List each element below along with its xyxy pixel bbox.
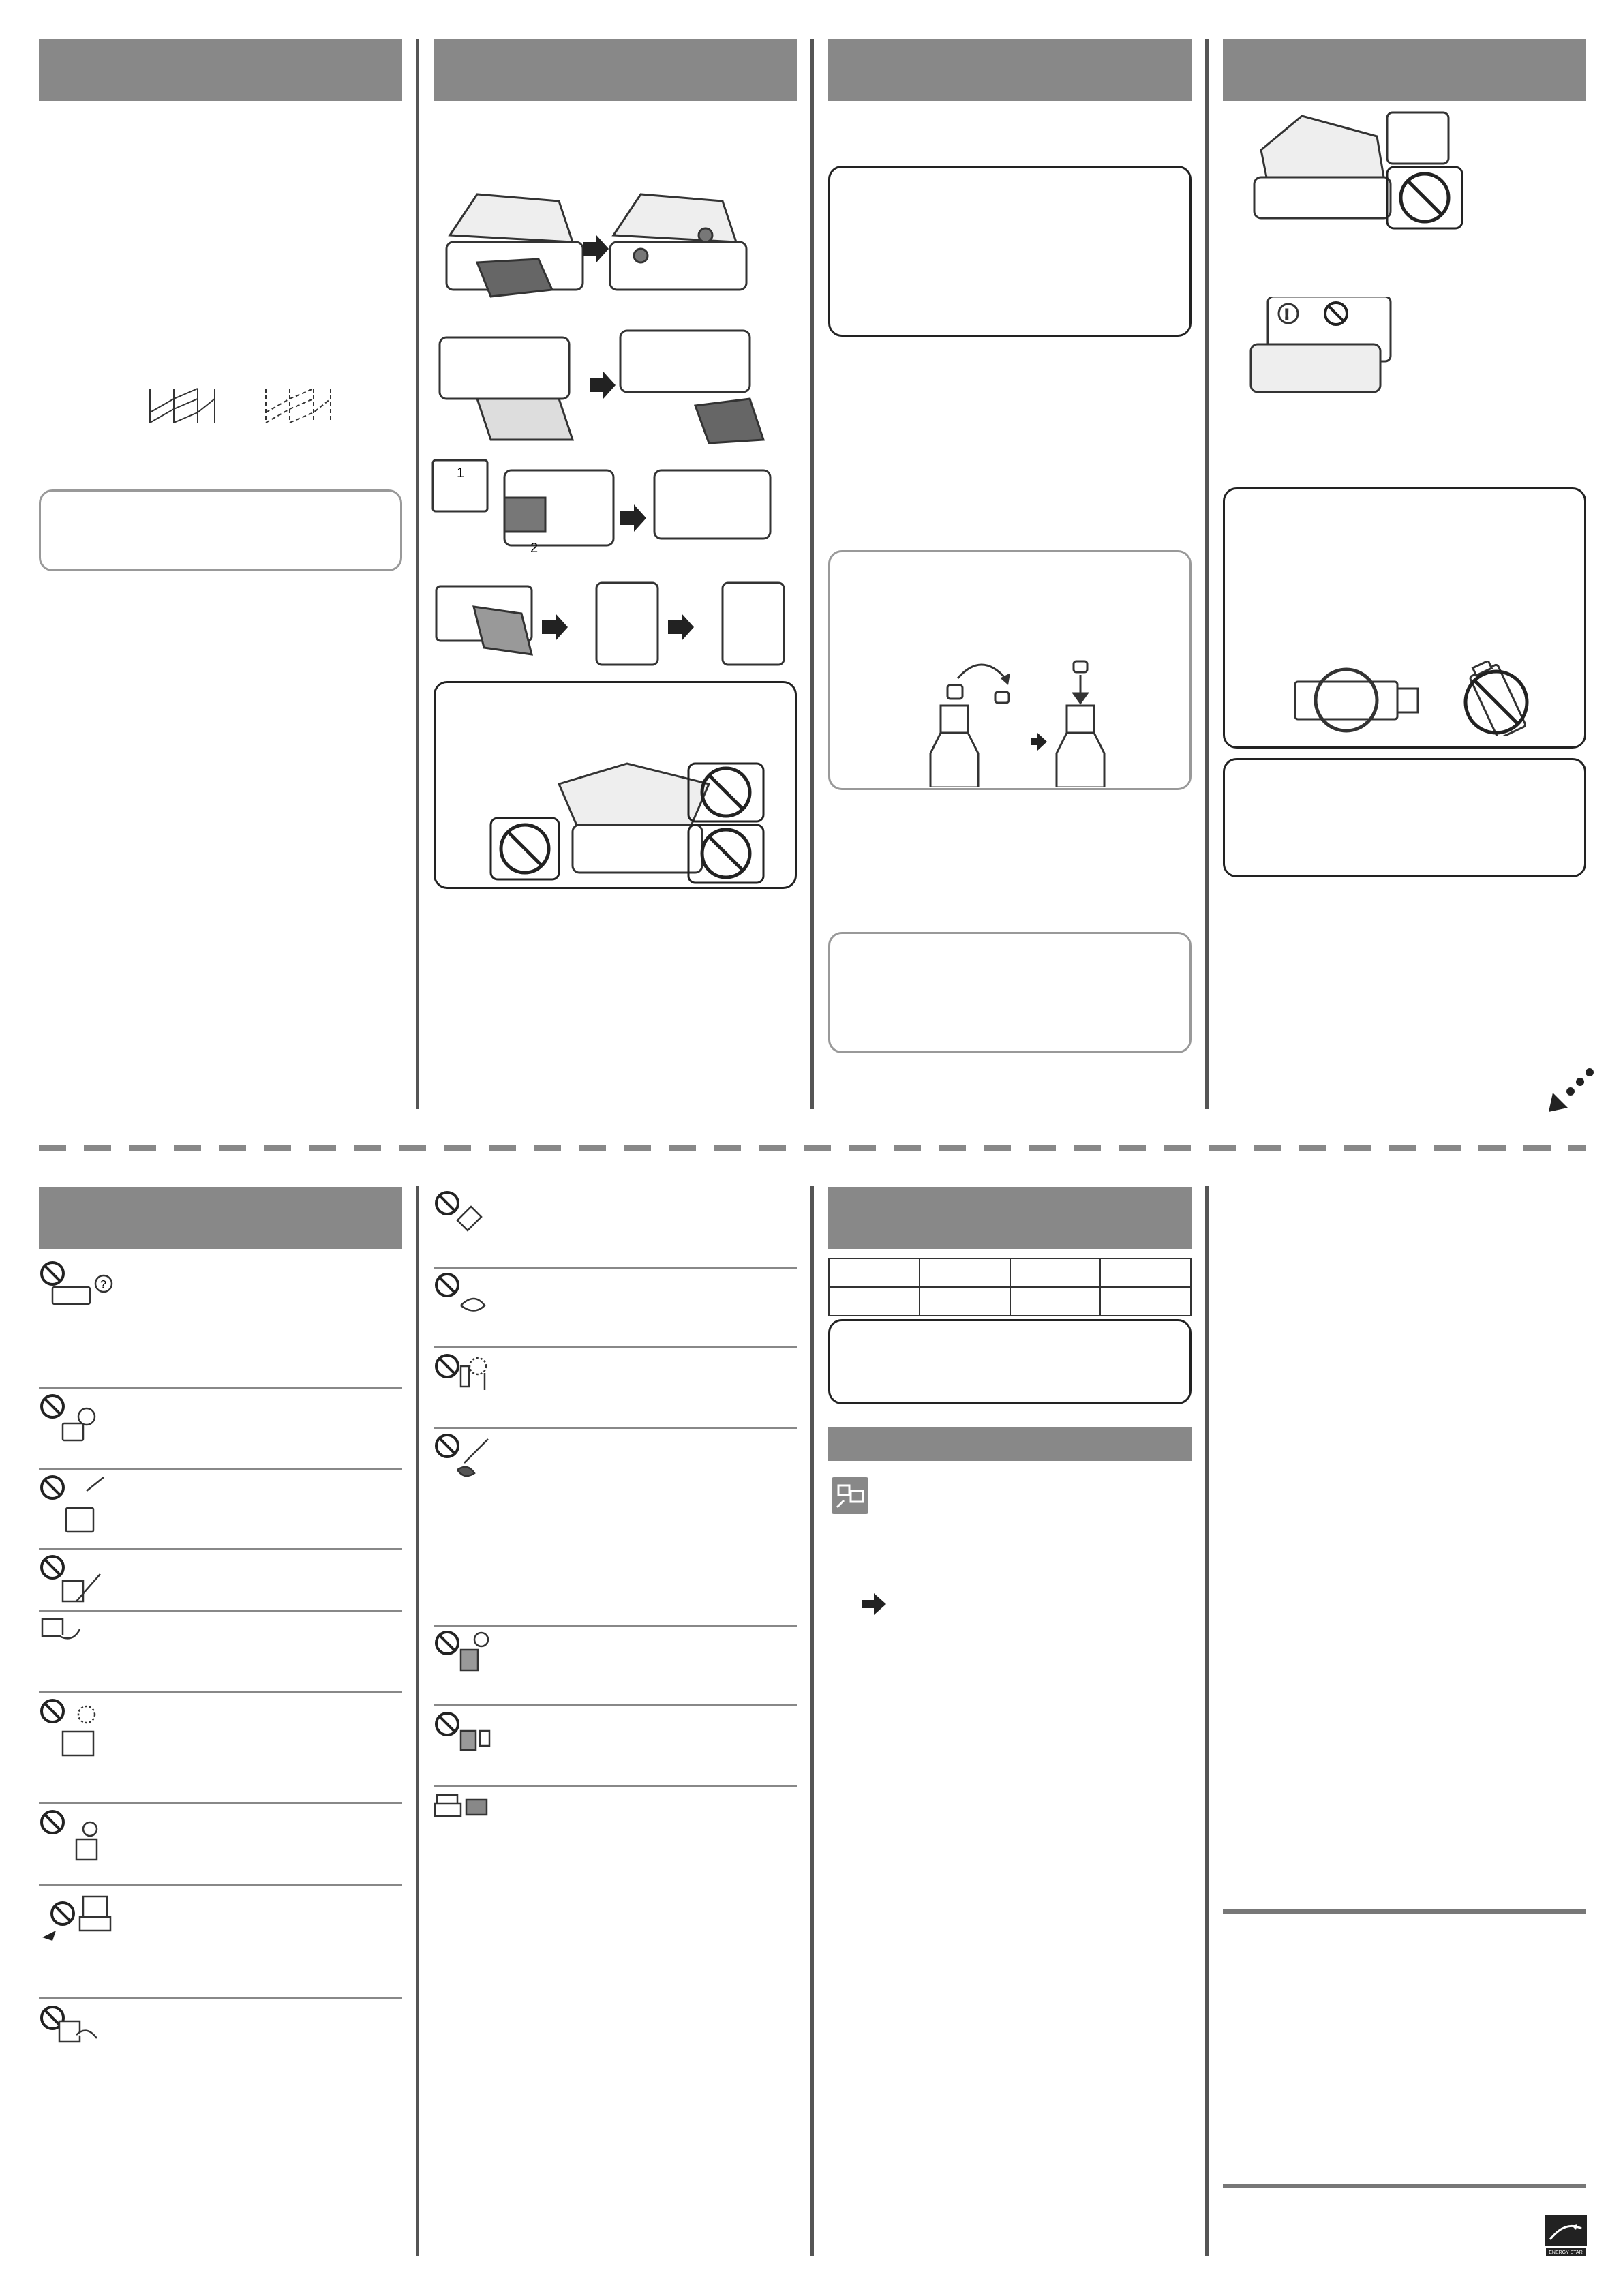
note-box [828,1319,1192,1404]
cassette-remove-paper-illustration [436,324,791,447]
printer-open-remove-paper-illustration [436,181,791,317]
ink-bottle-cap-illustration [927,651,1111,787]
column-divider [810,39,814,1109]
section-header-specs [828,1187,1192,1249]
column-divider [1205,1186,1209,2256]
svg-text:?: ? [100,1279,106,1290]
section-header-4 [1223,39,1586,101]
dotted-arrow-icon [1547,1067,1595,1115]
separator [39,1691,402,1693]
no-symbol-icon [434,1432,502,1487]
arrow-right-icon [590,372,616,399]
separator [39,1387,402,1389]
no-symbol-icon [39,2004,107,2059]
separator [434,1785,797,1787]
no-symbol-icon [1387,167,1462,228]
table-cell [920,1287,1010,1316]
no-symbol-icon [39,1554,107,1608]
arrow-right-icon [542,614,568,641]
table-cell [1100,1287,1191,1316]
separator [434,1704,797,1706]
arrow-right-icon [1031,733,1047,751]
column-divider [1205,39,1209,1109]
svg-text:!: ! [1285,307,1289,322]
column-divider [416,1186,419,2256]
separator [39,1997,402,1999]
energy-star-label: ENERGY STAR [1549,2250,1583,2255]
separator [434,1427,797,1429]
column-divider [416,39,419,1109]
do-not-touch-illustration [484,757,770,886]
note-box [1223,758,1586,877]
printer-ink-tube-illustration [1247,109,1472,239]
separator [39,1884,402,1886]
rear-cover-remove-illustration [429,457,784,566]
important-box [828,166,1192,337]
no-symbol-icon [434,1710,502,1765]
no-symbol-icon [39,1809,107,1863]
rear-unit-paper-removal-illustration [433,573,794,675]
no-symbol-icon [39,1890,114,1951]
printer-icon [434,1792,495,1819]
table-cell [1100,1258,1191,1287]
note-box [828,932,1192,1053]
table-cell [829,1287,920,1316]
ink-tank-open-illustration [1247,297,1397,399]
ink-bottle-orientation-illustration [1292,661,1537,736]
no-symbol-icon [434,1271,502,1326]
separator [39,1802,402,1804]
column-divider [810,1186,814,2256]
power-cord-icon [39,1616,93,1657]
nozzle-check-pattern [147,385,351,426]
note-box [39,489,402,571]
no-symbol-icon [434,1190,502,1244]
specs-table [828,1258,1192,1316]
user-guide-icon [830,1476,870,1515]
arrow-right-icon [620,504,646,532]
separator [1223,1909,1586,1914]
arrow-right-icon [583,235,609,262]
table-row [829,1287,1191,1316]
step-1-label: 1 [457,466,465,481]
table-cell [1010,1287,1101,1316]
separator [434,1267,797,1269]
arrow-right-icon [860,1592,888,1616]
section-header-help [828,1427,1192,1461]
energy-star-logo [1545,2215,1587,2257]
safety-header [39,1187,402,1249]
section-header-3 [828,39,1192,101]
table-cell [1010,1258,1101,1287]
step-2-label: 2 [530,541,539,556]
table-row [829,1258,1191,1287]
separator [1223,2184,1586,2188]
no-symbol-icon [39,1260,121,1314]
no-symbol-icon [39,1697,107,1759]
table-cell [920,1258,1010,1287]
separator [39,1548,402,1550]
arrow-right-icon [668,614,694,641]
table-cell [829,1258,920,1287]
separator [39,1610,402,1612]
no-symbol-icon [39,1393,107,1447]
section-header-2 [434,39,797,101]
separator [434,1625,797,1627]
no-symbol-icon [39,1474,107,1535]
separator [434,1346,797,1348]
section-header-1 [39,39,402,101]
separator [39,1468,402,1470]
no-symbol-icon [434,1353,502,1407]
no-symbol-icon [434,1629,502,1684]
